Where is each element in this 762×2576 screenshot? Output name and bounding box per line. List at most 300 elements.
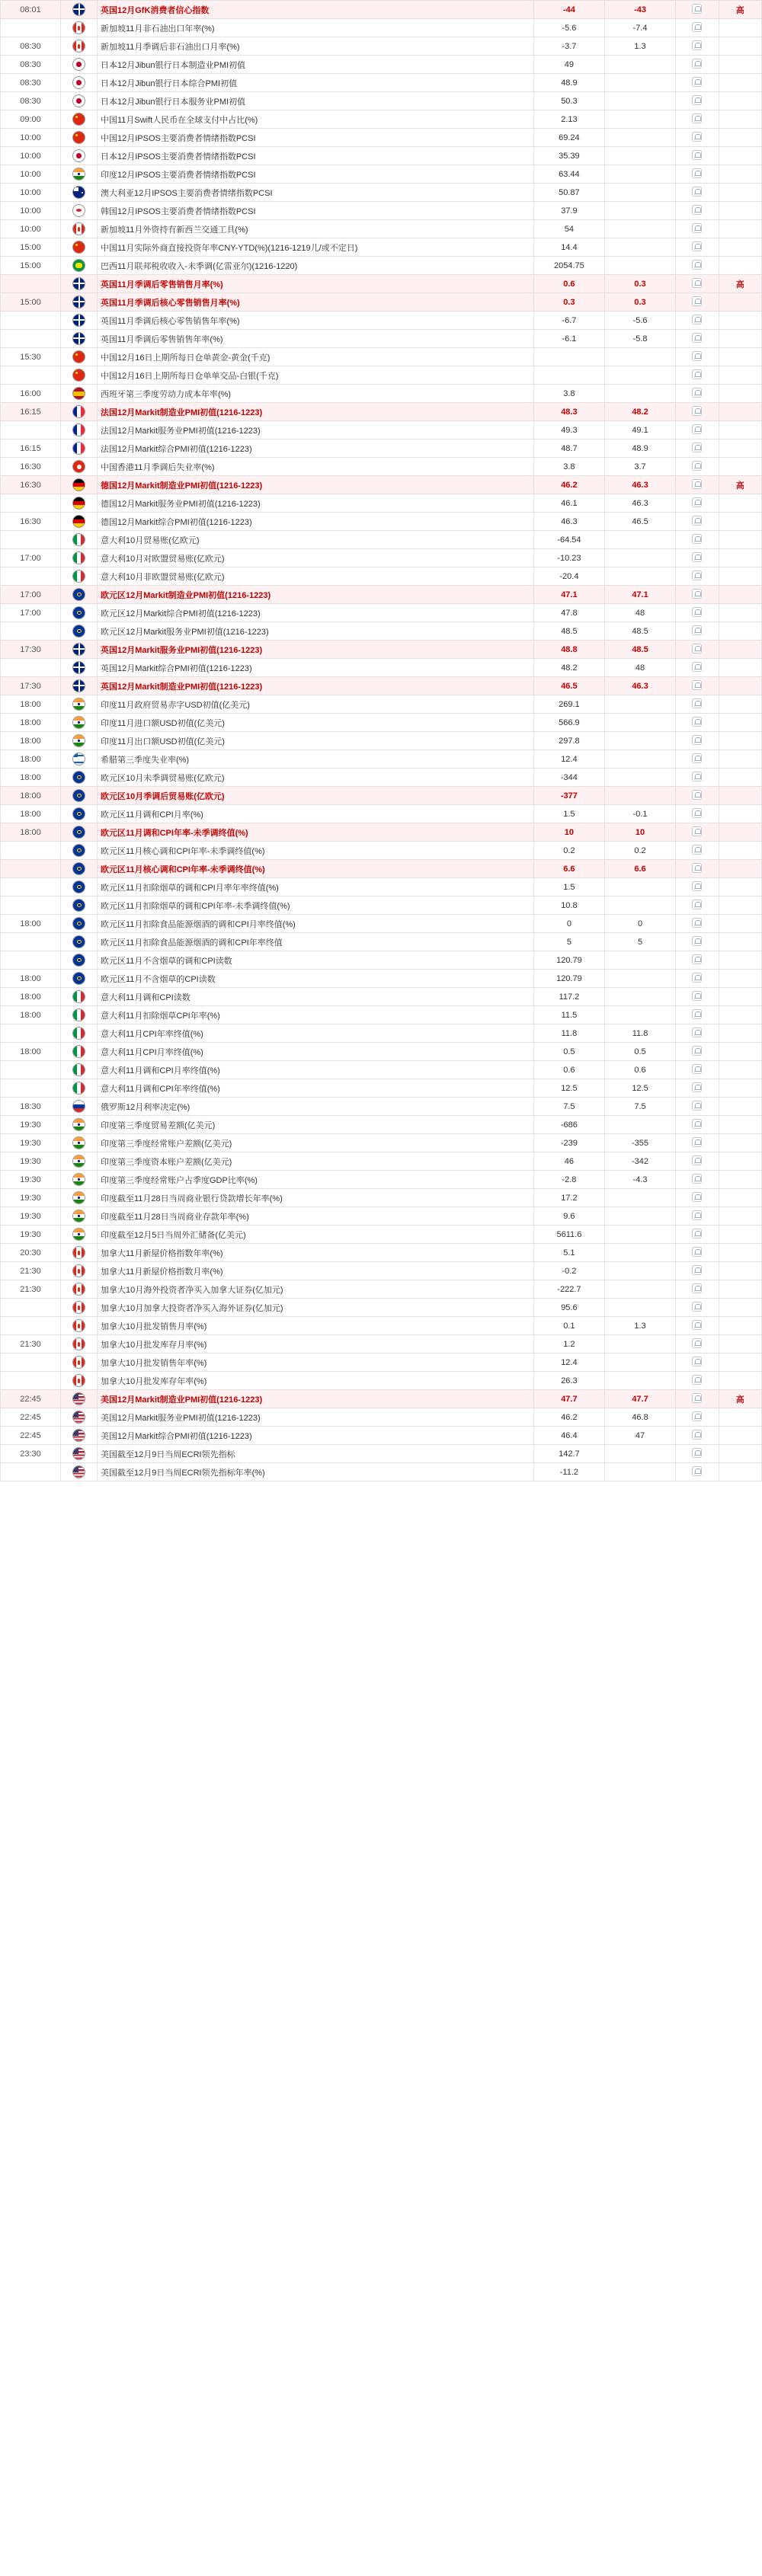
bell-icon[interactable] <box>692 59 702 69</box>
table-row[interactable] <box>1 110 762 129</box>
bell-icon[interactable] <box>692 1448 702 1458</box>
event-name[interactable]: 中国香港11月季调后失业率(%) <box>97 458 533 476</box>
event-name[interactable]: 意大利10月对欧盟贸易账(亿欧元) <box>97 549 533 567</box>
alert-bell-icon[interactable] <box>676 1098 719 1116</box>
alert-bell-icon[interactable] <box>676 531 719 549</box>
bell-icon[interactable] <box>692 132 702 142</box>
alert-bell-icon[interactable] <box>676 677 719 695</box>
bell-icon[interactable] <box>692 1411 702 1421</box>
bell-icon[interactable] <box>692 315 702 324</box>
event-name[interactable]: 欧元区11月扣除食品能源烟酒的调和CPI年率终值 <box>97 933 533 951</box>
bell-icon[interactable] <box>692 552 702 562</box>
event-name[interactable]: 英国12月Markit综合PMI初值(1216-1223) <box>97 659 533 677</box>
table-row[interactable] <box>1 878 762 896</box>
bell-icon[interactable] <box>692 1338 702 1348</box>
bell-icon[interactable] <box>692 863 702 873</box>
bell-icon[interactable] <box>692 424 702 434</box>
event-name[interactable]: 英国11月季调后零售销售年率(%) <box>97 330 533 348</box>
alert-bell-icon[interactable] <box>676 1116 719 1134</box>
alert-bell-icon[interactable] <box>676 970 719 988</box>
bell-icon[interactable] <box>692 1229 702 1238</box>
bell-icon[interactable] <box>692 1430 702 1440</box>
event-name[interactable]: 欧元区12月Markit服务业PMI初值(1216-1223) <box>97 622 533 641</box>
event-name[interactable]: 欧元区12月Markit制造业PMI初值(1216-1223) <box>97 586 533 604</box>
table-row[interactable] <box>1 366 762 385</box>
alert-bell-icon[interactable] <box>676 312 719 330</box>
event-name[interactable]: 加拿大10月批发库存月率(%) <box>97 1335 533 1354</box>
table-row[interactable] <box>1 641 762 659</box>
event-name[interactable]: 中国12月16日上期所每日仓单单交品-白银(千克) <box>97 366 533 385</box>
alert-bell-icon[interactable] <box>676 1244 719 1262</box>
event-name[interactable]: 韩国12月IPSOS主要消费者情绪指数PCSI <box>97 202 533 220</box>
bell-icon[interactable] <box>692 1210 702 1220</box>
alert-bell-icon[interactable] <box>676 110 719 129</box>
event-name[interactable]: 欧元区11月不含烟草的CPI读数 <box>97 970 533 988</box>
alert-bell-icon[interactable] <box>676 586 719 604</box>
event-name[interactable]: 意大利10月非欧盟贸易账(亿欧元) <box>97 567 533 586</box>
event-name[interactable]: 美国截至12月9日当周ECRI领先指标年率(%) <box>97 1463 533 1481</box>
event-name[interactable]: 澳大利亚12月IPSOS主要消费者情绪指数PCSI <box>97 184 533 202</box>
table-row[interactable] <box>1 951 762 970</box>
alert-bell-icon[interactable] <box>676 439 719 458</box>
event-name[interactable]: 印度第三季度经常账户差额(亿美元) <box>97 1134 533 1152</box>
table-row[interactable] <box>1 421 762 439</box>
table-row[interactable] <box>1 1390 762 1408</box>
event-name[interactable]: 新加坡11月非石油出口年率(%) <box>97 19 533 37</box>
event-name[interactable]: 新加坡11月季调后非石油出口月率(%) <box>97 37 533 56</box>
table-row[interactable] <box>1 714 762 732</box>
event-name[interactable]: 德国12月Markit综合PMI初值(1216-1223) <box>97 513 533 531</box>
bell-icon[interactable] <box>692 278 702 288</box>
bell-icon[interactable] <box>692 260 702 270</box>
table-row[interactable] <box>1 458 762 476</box>
alert-bell-icon[interactable] <box>676 915 719 933</box>
event-name[interactable]: 欧元区11月不含烟草的调和CPI读数 <box>97 951 533 970</box>
alert-bell-icon[interactable] <box>676 184 719 202</box>
alert-bell-icon[interactable] <box>676 1299 719 1317</box>
alert-bell-icon[interactable] <box>676 1024 719 1043</box>
table-row[interactable] <box>1 1445 762 1463</box>
table-row[interactable] <box>1 659 762 677</box>
event-name[interactable]: 加拿大10月批发销售月率(%) <box>97 1317 533 1335</box>
alert-bell-icon[interactable] <box>676 1079 719 1098</box>
table-row[interactable] <box>1 1024 762 1043</box>
table-row[interactable] <box>1 933 762 951</box>
bell-icon[interactable] <box>692 113 702 123</box>
event-name[interactable]: 意大利11月调和CPI年率终值(%) <box>97 1079 533 1098</box>
alert-bell-icon[interactable] <box>676 275 719 293</box>
alert-bell-icon[interactable] <box>676 787 719 805</box>
table-row[interactable] <box>1 1061 762 1079</box>
table-row[interactable] <box>1 513 762 531</box>
bell-icon[interactable] <box>692 1119 702 1129</box>
alert-bell-icon[interactable] <box>676 1445 719 1463</box>
table-row[interactable] <box>1 184 762 202</box>
alert-bell-icon[interactable] <box>676 513 719 531</box>
table-row[interactable] <box>1 129 762 147</box>
bell-icon[interactable] <box>692 607 702 617</box>
table-row[interactable] <box>1 1226 762 1244</box>
bell-icon[interactable] <box>692 187 702 197</box>
table-row[interactable] <box>1 1262 762 1280</box>
table-row[interactable] <box>1 19 762 37</box>
table-row[interactable] <box>1 1408 762 1427</box>
alert-bell-icon[interactable] <box>676 1226 719 1244</box>
table-row[interactable] <box>1 37 762 56</box>
alert-bell-icon[interactable] <box>676 366 719 385</box>
alert-bell-icon[interactable] <box>676 1280 719 1299</box>
event-name[interactable]: 法国12月Markit制造业PMI初值(1216-1223) <box>97 403 533 421</box>
bell-icon[interactable] <box>692 808 702 818</box>
table-row[interactable] <box>1 220 762 238</box>
event-name[interactable]: 新加坡11月外资持有新西兰交通工具(%) <box>97 220 533 238</box>
table-row[interactable] <box>1 1116 762 1134</box>
alert-bell-icon[interactable] <box>676 1354 719 1372</box>
bell-icon[interactable] <box>692 241 702 251</box>
table-row[interactable] <box>1 494 762 513</box>
alert-bell-icon[interactable] <box>676 1134 719 1152</box>
table-row[interactable] <box>1 257 762 275</box>
bell-icon[interactable] <box>692 22 702 32</box>
table-row[interactable] <box>1 56 762 74</box>
alert-bell-icon[interactable] <box>676 74 719 92</box>
alert-bell-icon[interactable] <box>676 769 719 787</box>
table-row[interactable] <box>1 1244 762 1262</box>
table-row[interactable] <box>1 1335 762 1354</box>
alert-bell-icon[interactable] <box>676 421 719 439</box>
alert-bell-icon[interactable] <box>676 1335 719 1354</box>
alert-bell-icon[interactable] <box>676 750 719 769</box>
event-name[interactable]: 意大利11月扣除烟草CPI年率(%) <box>97 1006 533 1024</box>
event-name[interactable]: 印度11月政府贸易赤字USD初值(亿美元) <box>97 695 533 714</box>
table-row[interactable] <box>1 769 762 787</box>
table-row[interactable] <box>1 1463 762 1481</box>
bell-icon[interactable] <box>692 717 702 727</box>
table-row[interactable] <box>1 732 762 750</box>
alert-bell-icon[interactable] <box>676 92 719 110</box>
table-row[interactable] <box>1 896 762 915</box>
alert-bell-icon[interactable] <box>676 1061 719 1079</box>
table-row[interactable] <box>1 695 762 714</box>
table-row[interactable] <box>1 1427 762 1445</box>
event-name[interactable]: 印度第三季度经常账户占季度GDP比率(%) <box>97 1171 533 1189</box>
event-name[interactable]: 英国12月Markit制造业PMI初值(1216-1223) <box>97 677 533 695</box>
bell-icon[interactable] <box>692 772 702 781</box>
table-row[interactable] <box>1 202 762 220</box>
bell-icon[interactable] <box>692 1357 702 1366</box>
alert-bell-icon[interactable] <box>676 896 719 915</box>
event-name[interactable]: 印度第三季度资本账户差额(亿美元) <box>97 1152 533 1171</box>
event-name[interactable]: 加拿大10月批发库存年率(%) <box>97 1372 533 1390</box>
table-row[interactable] <box>1 1171 762 1189</box>
event-name[interactable]: 意大利10月贸易账(亿欧元) <box>97 531 533 549</box>
alert-bell-icon[interactable] <box>676 37 719 56</box>
table-row[interactable] <box>1 330 762 348</box>
table-row[interactable] <box>1 74 762 92</box>
table-row[interactable] <box>1 677 762 695</box>
bell-icon[interactable] <box>692 735 702 745</box>
alert-bell-icon[interactable] <box>676 604 719 622</box>
bell-icon[interactable] <box>692 497 702 507</box>
table-row[interactable] <box>1 805 762 823</box>
alert-bell-icon[interactable] <box>676 293 719 312</box>
event-name[interactable]: 印度11月出口额USD初值(亿美元) <box>97 732 533 750</box>
table-row[interactable] <box>1 604 762 622</box>
table-row[interactable] <box>1 988 762 1006</box>
bell-icon[interactable] <box>692 1192 702 1202</box>
alert-bell-icon[interactable] <box>676 567 719 586</box>
bell-icon[interactable] <box>692 1155 702 1165</box>
alert-bell-icon[interactable] <box>676 330 719 348</box>
bell-icon[interactable] <box>692 1046 702 1056</box>
bell-icon[interactable] <box>692 1082 702 1092</box>
alert-bell-icon[interactable] <box>676 19 719 37</box>
event-name[interactable]: 欧元区12月Markit综合PMI初值(1216-1223) <box>97 604 533 622</box>
event-name[interactable]: 美国12月Markit服务业PMI初值(1216-1223) <box>97 1408 533 1427</box>
event-name[interactable]: 意大利11月调和CPI月率终值(%) <box>97 1061 533 1079</box>
bell-icon[interactable] <box>692 570 702 580</box>
table-row[interactable] <box>1 275 762 293</box>
alert-bell-icon[interactable] <box>676 732 719 750</box>
event-name[interactable]: 欧元区11月核心调和CPI年率-未季调终值(%) <box>97 860 533 878</box>
bell-icon[interactable] <box>692 753 702 763</box>
bell-icon[interactable] <box>692 1393 702 1403</box>
bell-icon[interactable] <box>692 881 702 891</box>
bell-icon[interactable] <box>692 40 702 50</box>
alert-bell-icon[interactable] <box>676 823 719 842</box>
bell-icon[interactable] <box>692 296 702 306</box>
table-row[interactable] <box>1 1280 762 1299</box>
event-name[interactable]: 法国12月Markit服务业PMI初值(1216-1223) <box>97 421 533 439</box>
event-name[interactable]: 法国12月Markit综合PMI初值(1216-1223) <box>97 439 533 458</box>
table-row[interactable] <box>1 1079 762 1098</box>
event-name[interactable]: 印度第三季度贸易差额(亿美元) <box>97 1116 533 1134</box>
alert-bell-icon[interactable] <box>676 1390 719 1408</box>
bell-icon[interactable] <box>692 991 702 1001</box>
bell-icon[interactable] <box>692 205 702 215</box>
bell-icon[interactable] <box>692 900 702 909</box>
table-row[interactable] <box>1 622 762 641</box>
bell-icon[interactable] <box>692 1009 702 1019</box>
table-row[interactable] <box>1 1372 762 1390</box>
bell-icon[interactable] <box>692 1064 702 1074</box>
alert-bell-icon[interactable] <box>676 951 719 970</box>
event-name[interactable]: 印度12月IPSOS主要消费者情绪指数PCSI <box>97 165 533 184</box>
event-name[interactable]: 英国11月季调后核心零售销售年率(%) <box>97 312 533 330</box>
event-name[interactable]: 英国11月季调后核心零售销售月率(%) <box>97 293 533 312</box>
bell-icon[interactable] <box>692 95 702 105</box>
alert-bell-icon[interactable] <box>676 1006 719 1024</box>
event-name[interactable]: 希腊第三季度失业率(%) <box>97 750 533 769</box>
table-row[interactable] <box>1 348 762 366</box>
event-name[interactable]: 日本12月Jibun银行日本综合PMI初值 <box>97 74 533 92</box>
table-row[interactable] <box>1 1152 762 1171</box>
alert-bell-icon[interactable] <box>676 659 719 677</box>
bell-icon[interactable] <box>692 1302 702 1312</box>
alert-bell-icon[interactable] <box>676 147 719 165</box>
table-row[interactable] <box>1 1207 762 1226</box>
bell-icon[interactable] <box>692 333 702 343</box>
alert-bell-icon[interactable] <box>676 202 719 220</box>
table-row[interactable] <box>1 1299 762 1317</box>
alert-bell-icon[interactable] <box>676 238 719 257</box>
bell-icon[interactable] <box>692 1247 702 1257</box>
table-row[interactable] <box>1 312 762 330</box>
bell-icon[interactable] <box>692 973 702 983</box>
bell-icon[interactable] <box>692 534 702 544</box>
event-name[interactable]: 日本12月Jibun银行日本服务业PMI初值 <box>97 92 533 110</box>
table-row[interactable] <box>1 860 762 878</box>
table-row[interactable] <box>1 403 762 421</box>
bell-icon[interactable] <box>692 1265 702 1275</box>
table-row[interactable] <box>1 476 762 494</box>
bell-icon[interactable] <box>692 1174 702 1184</box>
event-name[interactable]: 加拿大10月加拿大投资者净买入海外证券(亿加元) <box>97 1299 533 1317</box>
alert-bell-icon[interactable] <box>676 348 719 366</box>
table-row[interactable] <box>1 970 762 988</box>
event-name[interactable]: 欧元区11月调和CPI年率-未季调终值(%) <box>97 823 533 842</box>
event-name[interactable]: 中国11月实际外商直接投资年率CNY-YTD(%)(1216-1219儿/或不定日) <box>97 238 533 257</box>
bell-icon[interactable] <box>692 826 702 836</box>
bell-icon[interactable] <box>692 662 702 672</box>
alert-bell-icon[interactable] <box>676 695 719 714</box>
alert-bell-icon[interactable] <box>676 549 719 567</box>
event-name[interactable]: 日本12月IPSOS主要消费者情绪指数PCSI <box>97 147 533 165</box>
alert-bell-icon[interactable] <box>676 878 719 896</box>
bell-icon[interactable] <box>692 790 702 800</box>
alert-bell-icon[interactable] <box>676 641 719 659</box>
table-row[interactable] <box>1 1354 762 1372</box>
table-row[interactable] <box>1 385 762 403</box>
bell-icon[interactable] <box>692 77 702 87</box>
bell-icon[interactable] <box>692 516 702 526</box>
alert-bell-icon[interactable] <box>676 933 719 951</box>
table-row[interactable] <box>1 842 762 860</box>
bell-icon[interactable] <box>692 918 702 928</box>
bell-icon[interactable] <box>692 388 702 398</box>
bell-icon[interactable] <box>692 479 702 489</box>
bell-icon[interactable] <box>692 443 702 452</box>
bell-icon[interactable] <box>692 1320 702 1330</box>
bell-icon[interactable] <box>692 1375 702 1385</box>
alert-bell-icon[interactable] <box>676 1171 719 1189</box>
table-row[interactable] <box>1 750 762 769</box>
alert-bell-icon[interactable] <box>676 622 719 641</box>
event-name[interactable]: 欧元区10月未季调贸易账(亿欧元) <box>97 769 533 787</box>
alert-bell-icon[interactable] <box>676 1 719 19</box>
table-row[interactable] <box>1 1 762 19</box>
alert-bell-icon[interactable] <box>676 805 719 823</box>
alert-bell-icon[interactable] <box>676 129 719 147</box>
event-name[interactable]: 英国12月Markit服务业PMI初值(1216-1223) <box>97 641 533 659</box>
alert-bell-icon[interactable] <box>676 165 719 184</box>
bell-icon[interactable] <box>692 406 702 416</box>
table-row[interactable] <box>1 823 762 842</box>
table-row[interactable] <box>1 92 762 110</box>
alert-bell-icon[interactable] <box>676 1262 719 1280</box>
bell-icon[interactable] <box>692 1101 702 1111</box>
table-row[interactable] <box>1 1043 762 1061</box>
alert-bell-icon[interactable] <box>676 1043 719 1061</box>
event-name[interactable]: 西班牙第三季度劳动力成本年率(%) <box>97 385 533 403</box>
alert-bell-icon[interactable] <box>676 257 719 275</box>
table-row[interactable] <box>1 1134 762 1152</box>
alert-bell-icon[interactable] <box>676 220 719 238</box>
bell-icon[interactable] <box>692 845 702 855</box>
alert-bell-icon[interactable] <box>676 842 719 860</box>
event-name[interactable]: 英国12月GfK消费者信心指数 <box>97 1 533 19</box>
event-name[interactable]: 加拿大10月批发销售年率(%) <box>97 1354 533 1372</box>
bell-icon[interactable] <box>692 150 702 160</box>
table-row[interactable] <box>1 1317 762 1335</box>
table-row[interactable] <box>1 787 762 805</box>
bell-icon[interactable] <box>692 644 702 654</box>
alert-bell-icon[interactable] <box>676 1463 719 1481</box>
bell-icon[interactable] <box>692 936 702 946</box>
bell-icon[interactable] <box>692 223 702 233</box>
alert-bell-icon[interactable] <box>676 56 719 74</box>
bell-icon[interactable] <box>692 698 702 708</box>
alert-bell-icon[interactable] <box>676 494 719 513</box>
event-name[interactable]: 美国12月Markit制造业PMI初值(1216-1223) <box>97 1390 533 1408</box>
event-name[interactable]: 欧元区11月核心调和CPI年率-未季调终值(%) <box>97 842 533 860</box>
bell-icon[interactable] <box>692 1137 702 1147</box>
table-row[interactable] <box>1 915 762 933</box>
bell-icon[interactable] <box>692 168 702 178</box>
event-name[interactable]: 欧元区10月季调后贸易账(亿欧元) <box>97 787 533 805</box>
table-row[interactable] <box>1 238 762 257</box>
table-row[interactable] <box>1 586 762 604</box>
event-name[interactable]: 加拿大10月海外投资者净买入加拿大证券(亿加元) <box>97 1280 533 1299</box>
event-name[interactable]: 加拿大11月新屋价格指数月率(%) <box>97 1262 533 1280</box>
alert-bell-icon[interactable] <box>676 860 719 878</box>
alert-bell-icon[interactable] <box>676 1317 719 1335</box>
event-name[interactable]: 欧元区11月扣除烟草的调和CPI月率年率终值(%) <box>97 878 533 896</box>
table-row[interactable] <box>1 1098 762 1116</box>
event-name[interactable]: 中国12月IPSOS主要消费者情绪指数PCSI <box>97 129 533 147</box>
event-name[interactable]: 中国11月Swift人民币在全球支付中占比(%) <box>97 110 533 129</box>
event-name[interactable]: 巴西11月联邦税收收入-未季调(亿雷亚尔)(1216-1220) <box>97 257 533 275</box>
bell-icon[interactable] <box>692 1283 702 1293</box>
bell-icon[interactable] <box>692 1028 702 1037</box>
table-row[interactable] <box>1 567 762 586</box>
alert-bell-icon[interactable] <box>676 403 719 421</box>
event-name[interactable]: 欧元区11月调和CPI月率(%) <box>97 805 533 823</box>
alert-bell-icon[interactable] <box>676 1189 719 1207</box>
alert-bell-icon[interactable] <box>676 1408 719 1427</box>
event-name[interactable]: 印度截至11月28日当周商业存款年率(%) <box>97 1207 533 1226</box>
alert-bell-icon[interactable] <box>676 988 719 1006</box>
bell-icon[interactable] <box>692 625 702 635</box>
event-name[interactable]: 德国12月Markit制造业PMI初值(1216-1223) <box>97 476 533 494</box>
event-name[interactable]: 俄罗斯12月利率决定(%) <box>97 1098 533 1116</box>
alert-bell-icon[interactable] <box>676 1152 719 1171</box>
event-name[interactable]: 加拿大11月新屋价格指数年率(%) <box>97 1244 533 1262</box>
table-row[interactable] <box>1 531 762 549</box>
alert-bell-icon[interactable] <box>676 1427 719 1445</box>
event-name[interactable]: 印度11月进口额USD初值(亿美元) <box>97 714 533 732</box>
event-name[interactable]: 意大利11月CPI年率终值(%) <box>97 1024 533 1043</box>
event-name[interactable]: 意大利11月CPI月率终值(%) <box>97 1043 533 1061</box>
event-name[interactable]: 意大利11月调和CPI读数 <box>97 988 533 1006</box>
bell-icon[interactable] <box>692 351 702 361</box>
event-name[interactable]: 德国12月Markit服务业PMI初值(1216-1223) <box>97 494 533 513</box>
bell-icon[interactable] <box>692 1466 702 1476</box>
table-row[interactable] <box>1 1189 762 1207</box>
alert-bell-icon[interactable] <box>676 714 719 732</box>
table-row[interactable] <box>1 549 762 567</box>
bell-icon[interactable] <box>692 589 702 599</box>
